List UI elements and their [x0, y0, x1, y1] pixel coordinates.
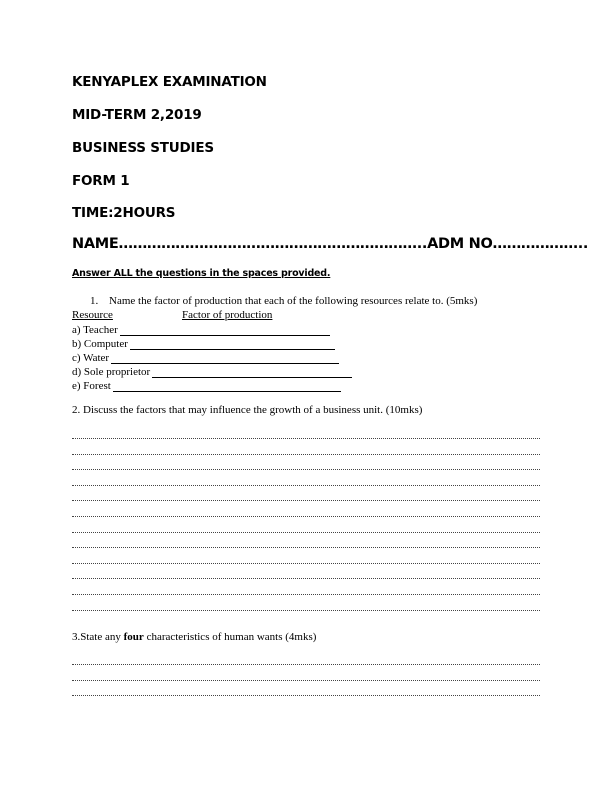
q1-row-computer — [72, 336, 335, 350]
q1-row-forest — [72, 378, 341, 392]
q1-row-label: d) Sole proprietor — [72, 366, 151, 378]
q1-row-sole-proprietor — [72, 364, 352, 378]
q3-text-bold: four — [123, 631, 144, 643]
q1-text: Name the factor of production that each of the following resources relate to. (5mks) — [109, 295, 478, 307]
answer-dotted-line[interactable] — [72, 454, 540, 455]
answer-line[interactable] — [113, 381, 341, 392]
exam-term: MID-TERM 2,2019 — [72, 107, 202, 123]
q1-col-factor: Factor of production — [182, 309, 273, 321]
q2-text: 2. Discuss the factors that may influence the growth of a business unit. (10mks) — [72, 404, 423, 416]
exam-subject: BUSINESS STUDIES — [72, 140, 214, 156]
q1-row-label: b) Computer — [72, 338, 128, 350]
exam-time: TIME:2HOURS — [72, 205, 176, 221]
answer-dotted-line[interactable] — [72, 469, 540, 470]
name-adm-line: NAME………………………………………………………..ADM NO……………….. — [72, 236, 589, 252]
instructions: Answer ALL the questions in the spaces provided. — [72, 268, 331, 279]
exam-title: KENYAPLEX EXAMINATION — [72, 74, 267, 90]
answer-dotted-line[interactable] — [72, 500, 540, 501]
q1-row-label: a) Teacher — [72, 324, 118, 336]
q3-text — [72, 631, 316, 643]
answer-dotted-line[interactable] — [72, 547, 540, 548]
q1-row-label: e) Forest — [72, 380, 111, 392]
q1-row-teacher — [72, 322, 330, 336]
answer-dotted-line[interactable] — [72, 485, 540, 486]
q3-text-pre: 3.State any — [72, 631, 124, 643]
answer-dotted-line[interactable] — [72, 610, 540, 611]
answer-dotted-line[interactable] — [72, 594, 540, 595]
answer-dotted-line[interactable] — [72, 516, 540, 517]
q1-col-resource: Resource — [72, 309, 113, 321]
answer-dotted-line[interactable] — [72, 680, 540, 681]
q1-number: 1. — [90, 295, 99, 307]
exam-form: FORM 1 — [72, 173, 130, 189]
answer-dotted-line[interactable] — [72, 438, 540, 439]
q3-text-post: characteristics of human wants (4mks) — [143, 631, 317, 643]
answer-dotted-line[interactable] — [72, 532, 540, 533]
q1-row-label: c) Water — [72, 352, 110, 364]
answer-dotted-line[interactable] — [72, 578, 540, 579]
answer-dotted-line[interactable] — [72, 695, 540, 696]
answer-line[interactable] — [152, 367, 352, 378]
answer-line[interactable] — [120, 325, 330, 336]
answer-dotted-line[interactable] — [72, 664, 540, 665]
answer-line[interactable] — [130, 339, 335, 350]
answer-line[interactable] — [111, 353, 339, 364]
q1-row-water — [72, 350, 339, 364]
answer-dotted-line[interactable] — [72, 563, 540, 564]
